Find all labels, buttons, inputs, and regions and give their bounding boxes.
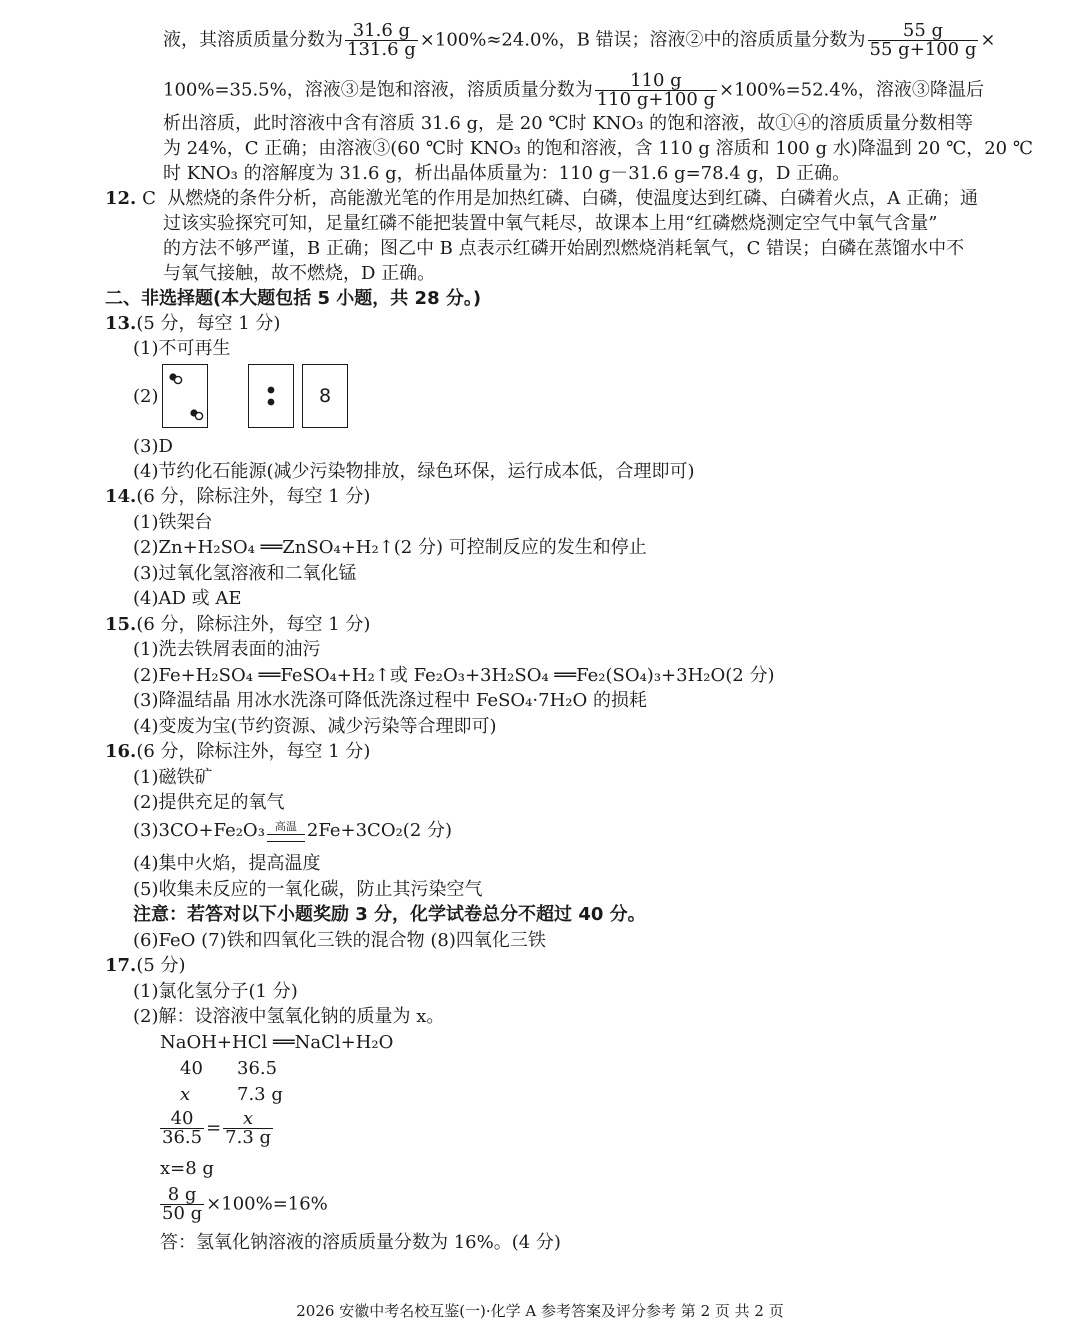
q16-answer-6-8: (6)FeO (7)铁和四氧化三铁的混合物 (8)四氧化三铁 [133, 930, 546, 951]
q12-line-1: 12. C 从燃烧的条件分析，高能激光笔的作用是加热红磷、白磷，使温度达到红磷、白磷着火点，A 正确；通 [105, 188, 979, 209]
reaction-condition: 高温 [267, 821, 305, 842]
q14-answer-2: (2)Zn+H₂SO₄ ══ZnSO₄+H₂↑(2 分) 可控制反应的发生和停止 [133, 537, 647, 558]
molecule-diagram-icon [249, 365, 293, 427]
particle-box-1 [162, 364, 208, 428]
q17-header: 17.(5 分) [105, 955, 186, 976]
q15-answer-1: (1)洗去铁屑表面的油污 [133, 639, 321, 660]
q16-answer-3: (3)3CO+Fe₂O₃ 高温 2Fe+3CO₂(2 分) [133, 819, 453, 841]
q16-answer-2: (2)提供充足的氧气 [133, 792, 285, 813]
page-footer: 2026 安徽中考名校互鉴(一)·化学 A 参考答案及评分参考 第 2 页 共 2 页 [296, 1302, 784, 1320]
q13-header: 13.(5 分，每空 1 分) [105, 313, 281, 334]
atom [174, 376, 181, 383]
q15-answer-4: (4)变废为宝(节约资源、减少污染等合理即可) [133, 716, 497, 737]
q13-answer-1: (1)不可再生 [133, 338, 231, 359]
atom [195, 412, 202, 419]
q14-answer-1: (1)铁架台 [133, 512, 213, 533]
fraction: $\frac{x}{7.3 g}$ [225, 1108, 272, 1148]
q15-answer-3: (3)降温结晶 用冰水洗涤可降低洗涤过程中 FeSO₄·7H₂O 的损耗 [133, 690, 647, 711]
q17-result: x=8 g [160, 1158, 214, 1179]
q13-answer-3: (3)D [133, 436, 173, 457]
q17-mass-ratio-a: 40 [180, 1058, 203, 1079]
equals-sign [267, 834, 305, 842]
q15-answer-2: (2)Fe+H₂SO₄ ══FeSO₄+H₂↑或 Fe₂O₃+3H₂SO₄ ══Fe₂(SO₄)₃+3H₂O(2 分) [133, 665, 775, 686]
section-heading: 二、非选择题(本大题包括 5 小题，共 28 分。) [105, 288, 482, 309]
q13-answer-4: (4)节约化石能源(减少污染物排放，绿色环保，运行成本低，合理即可) [133, 461, 695, 482]
bonus-note: 注意：若答对以下小题奖励 3 分，化学试卷总分不超过 40 分。 [133, 904, 646, 925]
q17-given-mass: 7.3 g [237, 1084, 283, 1105]
atom [268, 387, 275, 394]
question-number: 15. [105, 614, 137, 635]
fraction: $\frac{31.6 g}{131.6 g}$ [347, 20, 416, 60]
q12-line-2: 过该实验探究可知，足量红磷不能把装置中氧气耗尽，故课本上用“红磷燃烧测定空气中氧气含量” [163, 213, 938, 234]
question-number: 16. [105, 741, 137, 762]
q17-equation: NaOH+HCl ══NaCl+H₂O [160, 1032, 394, 1053]
q11-line-4: 为 24%，C 正确；由溶液③(60 ℃时 KNO₃ 的饱和溶液，含 110 g 溶质和 100 g 水)降温到 20 ℃，20 ℃ [163, 138, 1033, 159]
fraction: $\frac{40}{36.5}$ [162, 1108, 203, 1148]
q15-header: 15.(6 分，除标注外，每空 1 分) [105, 614, 371, 635]
q11-line-3: 析出溶质，此时溶液中含有溶质 31.6 g，是 20 ℃时 KNO₃ 的饱和溶液，故①④的溶质质量分数相等 [163, 113, 974, 134]
question-number: 12. [105, 188, 137, 209]
q17-answer-1: (1)氯化氢分子(1 分) [133, 981, 298, 1002]
question-number: 17. [105, 955, 137, 976]
q13-answer-2-label: (2) [133, 386, 159, 407]
q14-header: 14.(6 分，除标注外，每空 1 分) [105, 486, 371, 507]
answer-choice: C [142, 188, 156, 209]
q11-line-2: 100%=35.5%，溶液③是饱和溶液，溶质质量分数为 $\frac{110 g}{110 g+100 g}$ ×100%=52.4%，溶液③降温后 [163, 70, 984, 110]
q11-line-5: 时 KNO₃ 的溶解度为 31.6 g，析出晶体质量为：110 g－31.6 g=78.4 g，D 正确。 [163, 163, 851, 184]
molecule-diagram-icon [163, 365, 207, 427]
q12-line-4: 与氧气接触，故不燃烧，D 正确。 [163, 263, 436, 284]
q11-line-1: 液，其溶质质量分数为 $\frac{31.6 g}{131.6 g}$ ×100%≈24.0%，B 错误；溶液②中的溶质质量分数为 $\frac{55 g}{55 g+100 g}$ × [163, 20, 996, 60]
question-number: 13. [105, 313, 137, 334]
atom [268, 399, 275, 406]
q17-mass-ratio-b: 36.5 [237, 1058, 278, 1079]
q16-answer-4: (4)集中火焰，提高温度 [133, 853, 321, 874]
q17-proportion: $\frac{40}{36.5}$ = $\frac{x}{7.3 g}$ [162, 1108, 272, 1148]
q16-answer-1: (1)磁铁矿 [133, 767, 213, 788]
q17-answer-2: (2)解：设溶液中氢氧化钠的质量为 x。 [133, 1006, 445, 1027]
particle-box-2 [248, 364, 294, 428]
q16-answer-5: (5)收集未反应的一氧化碳，防止其污染空气 [133, 879, 483, 900]
q14-answer-4: (4)AD 或 AE [133, 588, 242, 609]
fraction: $\frac{110 g}{110 g+100 g}$ [596, 70, 716, 110]
fraction: $\frac{8 g}{50 g}$ [162, 1184, 203, 1224]
q17-final-answer: 答：氢氧化钠溶液的溶质质量分数为 16%。(4 分) [160, 1232, 561, 1253]
q14-answer-3: (3)过氧化氢溶液和二氧化锰 [133, 563, 357, 584]
particle-box-3: 8 [302, 364, 348, 428]
q12-line-3: 的方法不够严谨，B 正确；图乙中 B 点表示红磷开始剧烈燃烧消耗氧气，C 错误；白磷在蒸馏水中不 [163, 238, 965, 259]
question-number: 14. [105, 486, 137, 507]
q17-unknown: x [180, 1084, 191, 1105]
fraction: $\frac{55 g}{55 g+100 g}$ [869, 20, 977, 60]
q17-percentage: $\frac{8 g}{50 g}$ ×100%=16% [162, 1184, 328, 1224]
q16-header: 16.(6 分，除标注外，每空 1 分) [105, 741, 371, 762]
